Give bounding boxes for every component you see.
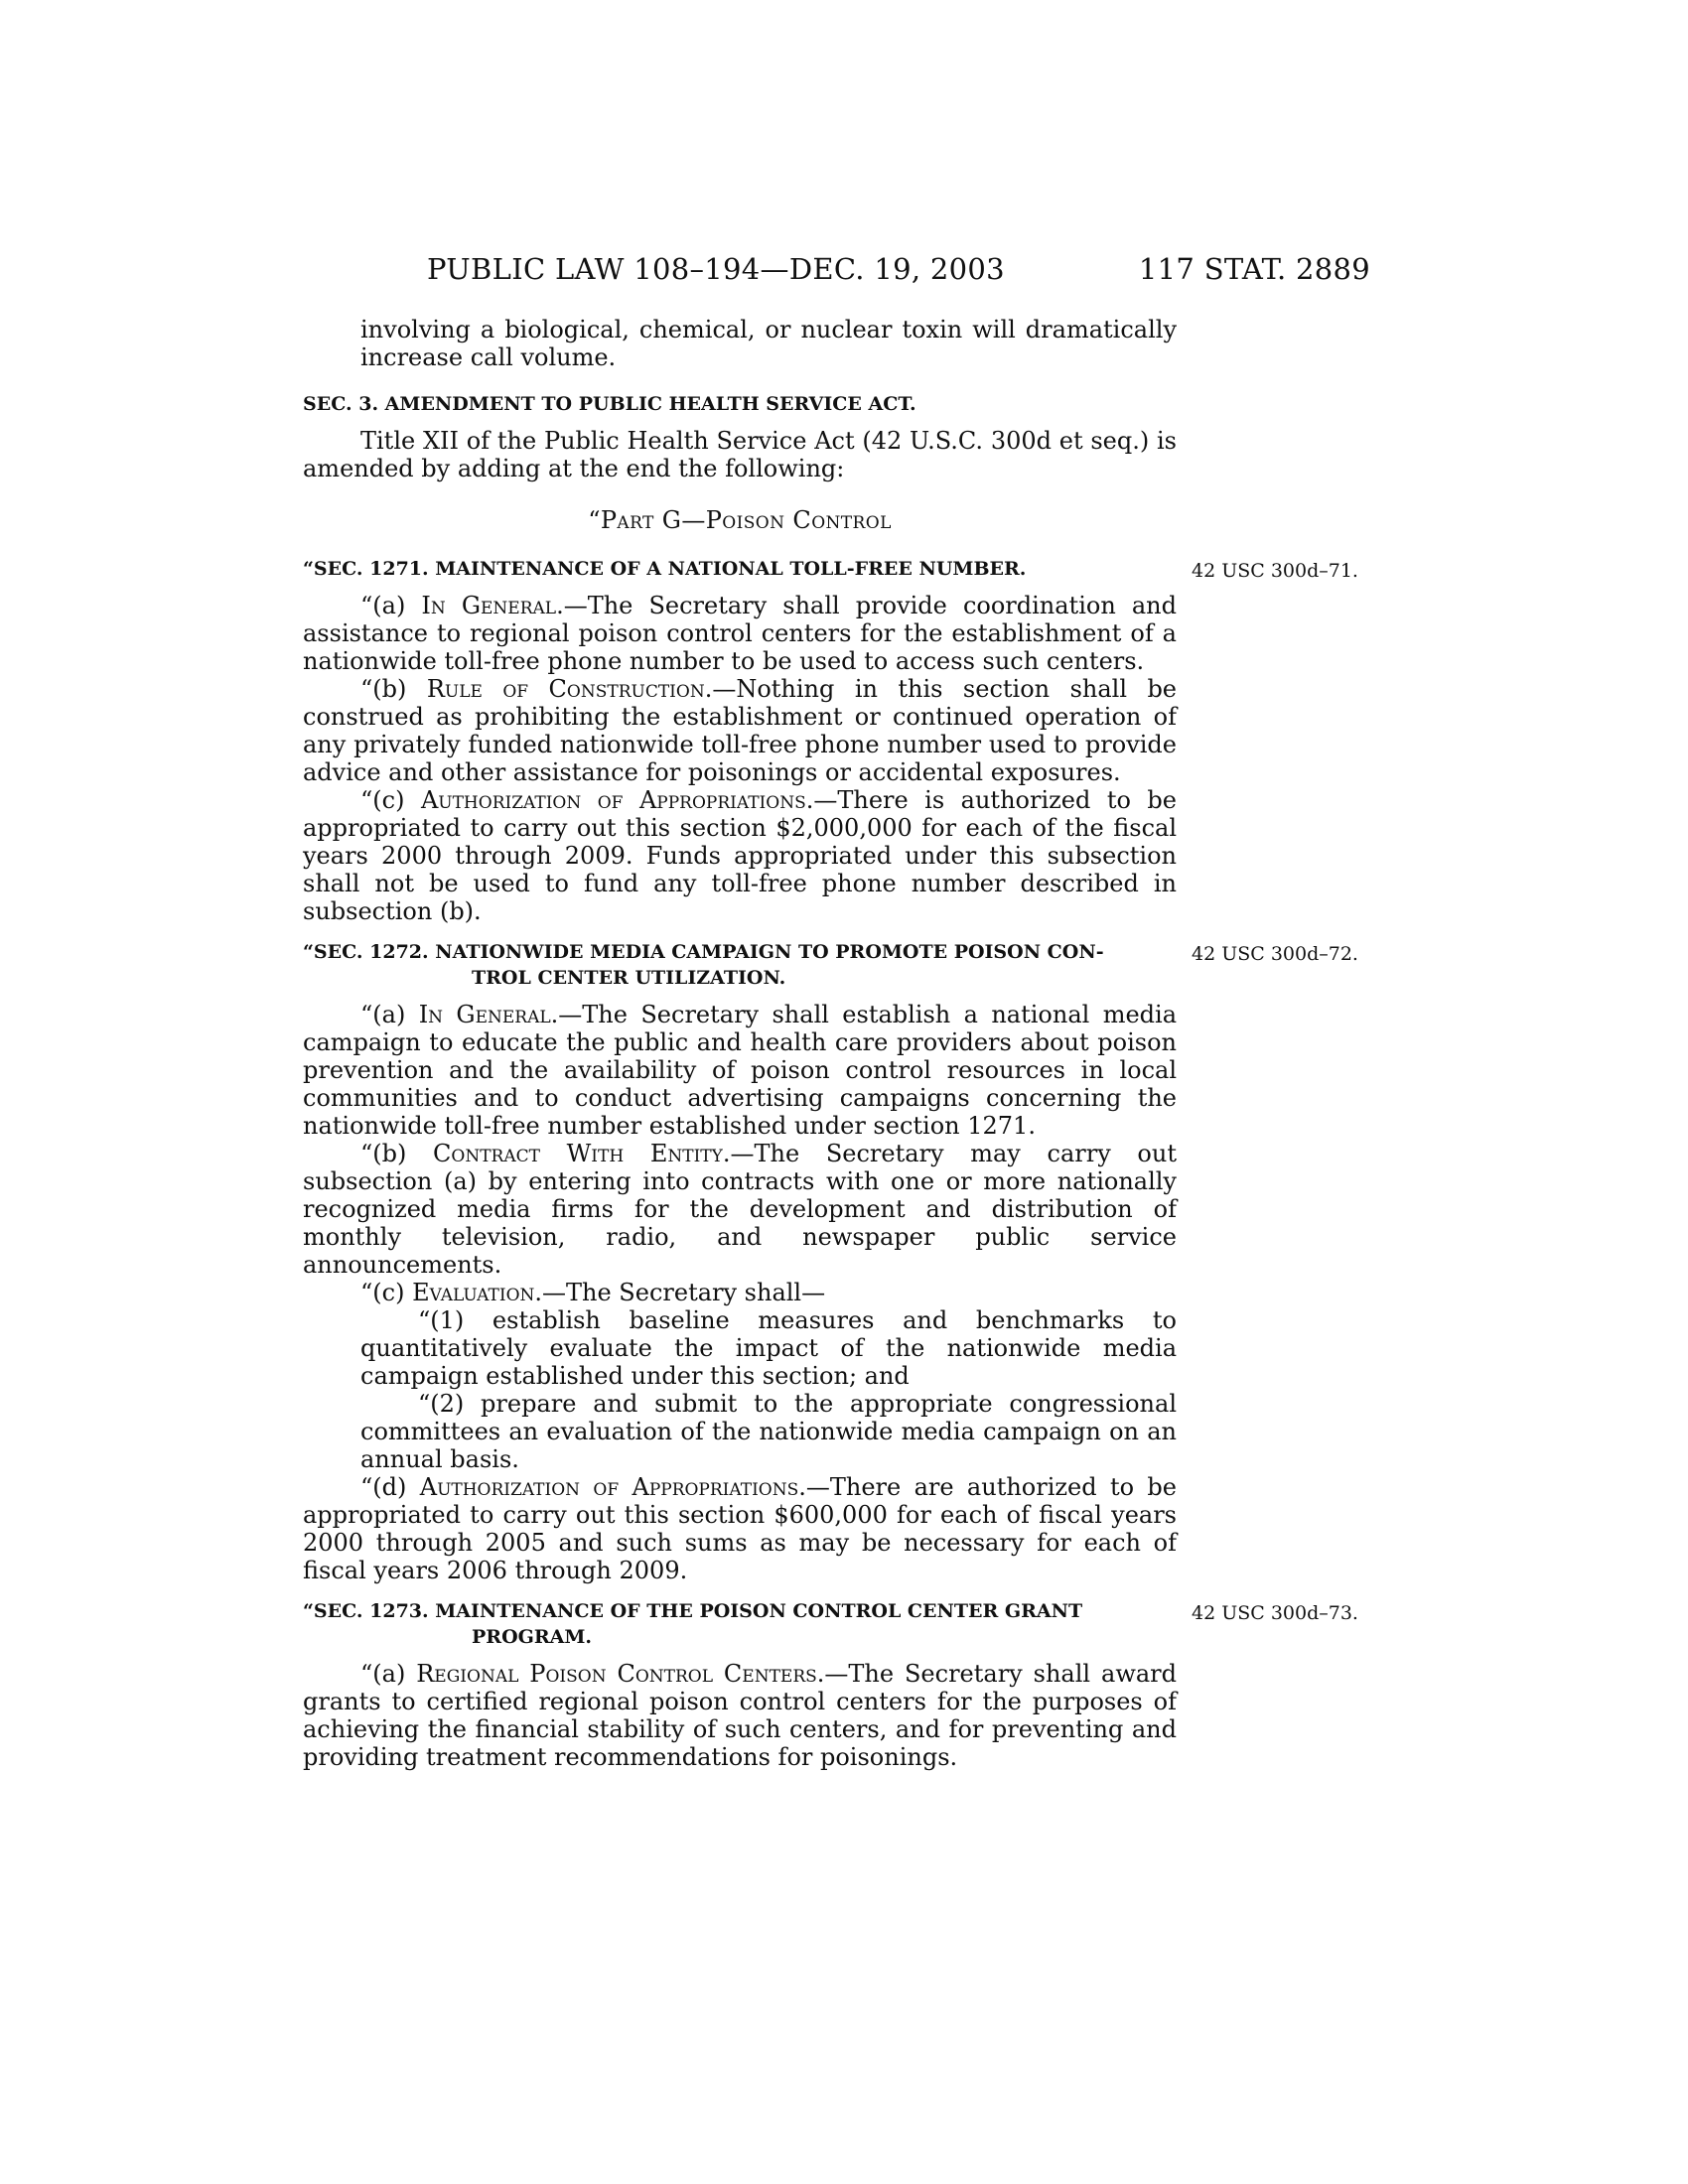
section-1271-subsection-c: “(c) Authorization of Appropriations.—There is authorized to be appropriated to carry out this section $2,000,000 for each of the fiscal years 2000 through 2009. Funds appropriated under this subsection shall not be used to fund any toll-free phone number described in subsection (b). — [303, 786, 1177, 925]
section-1272-heading: “SEC. 1272. NATIONWIDE MEDIA CAMPAIGN TO PROMOTE POISON CON- TROL CENTER UTILIZATION. 42 USC 300d–72. — [303, 939, 1177, 991]
public-law-citation: PUBLIC LAW 108–194—DEC. 19, 2003 — [427, 252, 1005, 286]
section-1273-margin-note: 42 USC 300d–73. — [1192, 1602, 1358, 1624]
part-g-title: “Part G—Poison Control — [588, 506, 892, 534]
document-body — [303, 316, 1358, 1771]
section-1272-subsection-b: “(b) Contract With Entity.—The Secretary may carry out subsection (a) by entering into contracts with one or more nationally recognized media firms for the development and distribution of monthly television, radio, and newspaper public service announcements. — [303, 1140, 1177, 1279]
section-1272-subsection-c: “(c) Evaluation.—The Secretary shall— — [360, 1279, 826, 1306]
page-header — [427, 252, 1370, 292]
section-1271-subsection-a: “(a) In General.—The Secretary shall provide coordination and assistance to regional poison control centers for the establishment of a nationwide toll-free phone number to be used to access such centers. — [303, 592, 1177, 675]
section-1272-subsection-d: “(d) Authorization of Appropriations.—There are authorized to be appropriated to carry out this section $600,000 for each of fiscal years 2000 through 2005 and such sums as may be necessary for each of fiscal years 2006 through 2009. — [303, 1473, 1177, 1584]
section-1272-paragraph-1: “(1) establish baseline measures and benchmarks to quantitatively evaluate the impact of the nationwide media campaign established under this section; and — [360, 1306, 1177, 1390]
section-1271-heading: “SEC. 1271. MAINTENANCE OF A NATIONAL TOLL-FREE NUMBER. 42 USC 300d–71. — [303, 556, 1177, 582]
section-1271-subsection-b: “(b) Rule of Construction.—Nothing in this section shall be construed as prohibiting the establishment or continued operation of any privately funded nationwide toll-free phone number used to provide advice and other assistance for poisonings or accidental exposures. — [303, 675, 1178, 786]
statute-page-number: 117 STAT. 2889 — [1138, 252, 1370, 286]
section-1272-subsection-a: “(a) In General.—The Secretary shall establish a national media campaign to educate the public and health care providers about poison prevention and the availability of poison control resources in local communities and to conduct advertising campaigns concerning the nationwide toll-free number established under section 1271. — [303, 1001, 1177, 1140]
continuation-paragraph: involving a biological, chemical, or nuclear toxin will dramatically increase call volume. — [360, 316, 1177, 371]
section-1271-margin-note: 42 USC 300d–71. — [1192, 560, 1358, 582]
section-1272-paragraph-2: “(2) prepare and submit to the appropriate congressional committees an evaluation of the nationwide media campaign on an annual basis. — [360, 1390, 1177, 1473]
section-1273-heading: “SEC. 1273. MAINTENANCE OF THE POISON CONTROL CENTER GRANT PROGRAM. 42 USC 300d–73. — [303, 1598, 1177, 1650]
section-1272-margin-note: 42 USC 300d–72. — [1192, 943, 1358, 965]
section-1273-subsection-a: “(a) Regional Poison Control Centers.—The Secretary shall award grants to certified regional poison control centers for the purposes of achieving the financial stability of such centers, and for preventing and providing treatment recommendations for poisonings. — [303, 1660, 1178, 1771]
section-3-text: Title XII of the Public Health Service Act (42 U.S.C. 300d et seq.) is amended by adding at the end the following: — [303, 427, 1177, 482]
section-3-heading: SEC. 3. AMENDMENT TO PUBLIC HEALTH SERVICE ACT. — [303, 393, 916, 415]
